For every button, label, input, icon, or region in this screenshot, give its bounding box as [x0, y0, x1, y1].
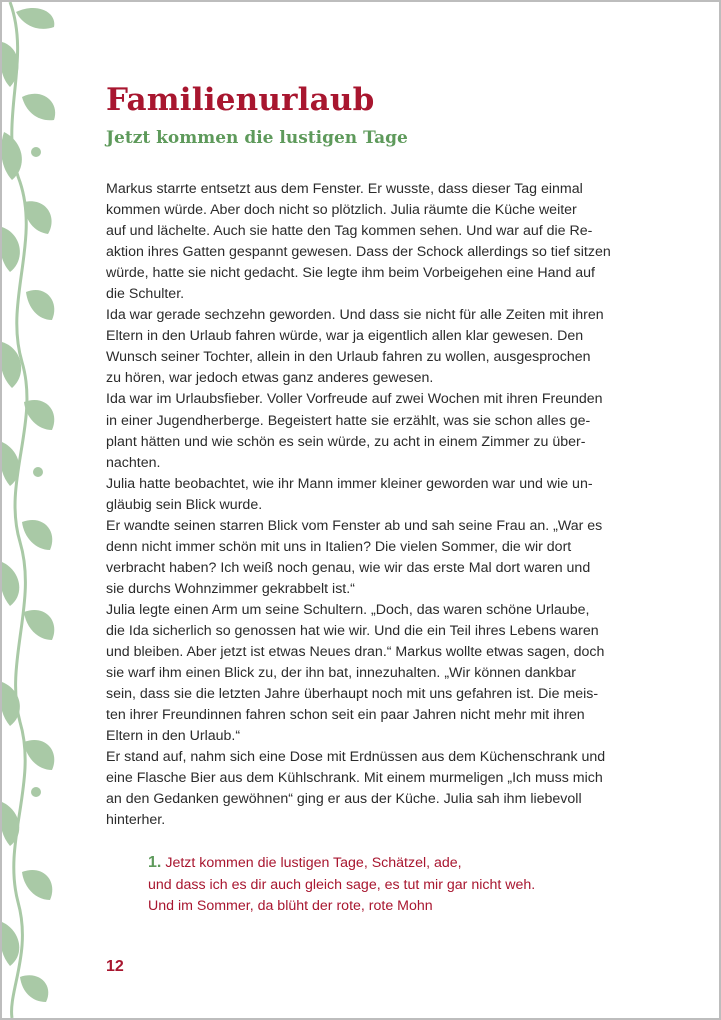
text-line: die Schulter. — [106, 286, 185, 303]
text-line: würde, hatte sie nicht gedacht. Sie legte ihm beim Vorbeigehen eine Hand auf — [106, 265, 595, 282]
text-line: sein, dass sie die letzten Jahre überhaupt noch mit uns gefahren ist. Die meis- — [106, 686, 599, 703]
text-line: Er wandte seinen starren Blick vom Fenster ab und sah seine Frau an. „War es — [106, 517, 603, 534]
text-line: Ida war gerade sechzehn geworden. Und dass sie nicht für alle Zeiten mit ihren — [106, 307, 604, 324]
text-line: nachten. — [106, 454, 161, 471]
page-number: 12 — [106, 958, 124, 975]
text-line: ten ihrer Freundinnen fahren schon seit ein paar Jahren nicht mehr mit ihren — [106, 707, 585, 724]
text-line: in einer Jugendherberge. Begeistert hatte sie erzählt, was sie schon alles ge- — [106, 412, 591, 429]
text-line: sie warf ihm einen Blick zu, der ihn bat, innezuhalten. „Wir können dankbar — [106, 665, 577, 682]
text-line: eine Flasche Bier aus dem Kühlschrank. Mit einem murmeligen „Ich muss mich — [106, 770, 603, 787]
page-subtitle: Jetzt kommen die lustigen Tage — [106, 128, 408, 148]
text-line: hinterher. — [106, 812, 166, 829]
text-line: und bleiben. Aber jetzt ist etwas Neues dran.“ Markus wollte etwas sagen, doch — [106, 644, 605, 661]
text-line: Julia legte einen Arm um seine Schultern. „Doch, das waren schöne Urlaube, — [106, 601, 590, 618]
text-line: Eltern in den Urlaub.“ — [106, 728, 241, 745]
text-line: Er stand auf, nahm sich eine Dose mit Erdnüssen aus dem Küchenschrank und — [106, 749, 606, 766]
text-line: gläubig sein Blick wurde. — [106, 496, 263, 513]
text-line: auf und lächelte. Auch sie hatte den Tag kommen sehen. Und war auf die Re- — [106, 223, 593, 240]
text-line: sie durchs Wohnzimmer gekrabbelt ist.“ — [106, 580, 355, 597]
page-title: Familienurlaub — [106, 82, 375, 118]
text-line: plant hätten und wie schön es sein würde, zu acht in einem Zimmer zu über- — [106, 433, 586, 450]
song-line: 1. Jetzt kommen die lustigen Tage, Schätzel, ade, — [148, 854, 462, 871]
text-line: Ida war im Urlaubsfieber. Voller Vorfreude auf zwei Wochen mit ihren Freunden — [106, 391, 603, 408]
song-verse — [148, 852, 535, 918]
text-line: zu hören, war jedoch etwas ganz anderes gewesen. — [106, 370, 434, 387]
text-line: aktion ihres Gatten gespannt gewesen. Dass der Schock allerdings so tief sitzen — [106, 244, 611, 261]
text-line: an den Gedanken gewöhnen“ ging er aus der Küche. Julia sah ihm liebevoll — [106, 791, 582, 808]
text-line: verbracht haben? Ich weiß noch genau, wie wir das erste Mal dort waren und — [106, 559, 591, 576]
text-line: kommen würde. Aber doch nicht so plötzlich. Julia räumte die Küche weiter — [106, 202, 577, 219]
text-line: Eltern in den Urlaub fahren würde, war ja eigentlich allen klar gewesen. Den — [106, 328, 584, 345]
text-line: denn nicht immer schön mit uns in Italien? Die vielen Sommer, die wir dort — [106, 538, 572, 555]
text-line: Markus starrte entsetzt aus dem Fenster. Er wusste, dass dieser Tag einmal — [106, 181, 583, 197]
story-text — [106, 179, 611, 831]
song-line: Und im Sommer, da blüht der rote, rote Mohn — [148, 898, 433, 914]
song-line: und dass ich es dir auch gleich sage, es tut mir gar nicht weh. — [148, 876, 536, 893]
verse-number: 1. — [148, 854, 162, 871]
text-line: Wunsch seiner Tochter, allein in den Urlaub fahren zu wollen, ausgesprochen — [106, 349, 591, 366]
floral-ornament — [2, 2, 62, 1018]
text-line: die Ida sicherlich so genossen hat wie wir. Und die ein Teil ihres Lebens waren — [106, 622, 599, 639]
text-line: Julia hatte beobachtet, wie ihr Mann immer kleiner geworden war und wie un- — [106, 475, 593, 492]
